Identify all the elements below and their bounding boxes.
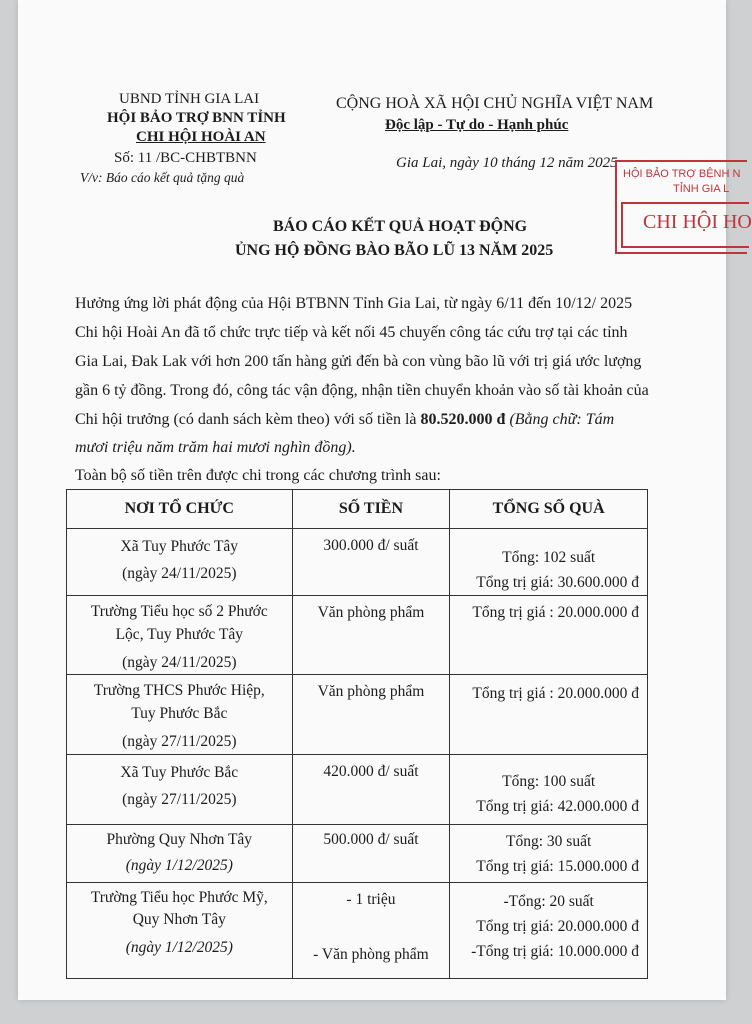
stamp-inner-box: [621, 202, 752, 248]
amount-cell: [292, 883, 450, 979]
report-title-line-1: BÁO CÁO KẾT QUẢ HOẠT ĐỘNG: [273, 218, 528, 235]
table-row: [67, 529, 648, 596]
gifts-cell: [450, 883, 648, 979]
amount-value: Văn phòng phẩm: [317, 683, 425, 700]
place-date: (ngày 27/11/2025): [122, 791, 237, 808]
place-name-cont: Lộc, Tuy Phước Tây: [115, 626, 243, 643]
body-line-1: Hưởng ứng lời phát động của Hội BTBNN Tỉnh Gia Lai, từ ngày 6/11 đến 10/12/ 2025: [75, 295, 633, 312]
org-line-2: HỘI BẢO TRỢ BNN TỈNH: [107, 110, 286, 126]
table-row: [67, 825, 648, 883]
amount-value-2: - Văn phòng phẩm: [313, 946, 429, 963]
body-line-3: Gia Lai, Đak Lak với hơn 200 tấn hàng gửi đến bà con vùng bão lũ với trị giá ước lượng: [75, 353, 642, 370]
report-title-line-2: ỦNG HỘ ĐỒNG BÀO BÃO LŨ 13 NĂM 2025: [235, 242, 554, 259]
distribution-table: [66, 489, 648, 979]
gift-value-2: -Tổng trị giá: 10.000.000 đ: [471, 943, 639, 960]
place-name: Xã Tuy Phước Tây: [120, 538, 239, 555]
place-name: Trường THCS Phước Hiệp,: [93, 682, 265, 699]
place-date: (ngày 1/12/2025): [125, 857, 233, 874]
amount-cell: [292, 825, 450, 883]
table-row: [67, 596, 648, 675]
body-line-4: gần 6 tỷ đồng. Trong đó, công tác vận động, nhận tiền chuyển khoản vào số tài khoản của: [75, 382, 649, 399]
place-cell: [67, 675, 293, 755]
amount-value: 420.000 đ/ suất: [323, 763, 419, 780]
place-name-cont: Quy Nhơn Tây: [132, 911, 226, 928]
col-header-place: NƠI TỔ CHỨC: [67, 490, 293, 529]
total-amount: 80.520.000 đ: [420, 411, 506, 428]
col-header-gifts: TỔNG SỐ QUÀ: [450, 490, 648, 529]
gifts-cell: [450, 596, 648, 675]
body-line-5: [75, 405, 614, 435]
gift-value: Tổng trị giá: 30.600.000 đ: [476, 574, 639, 591]
table-row: [67, 883, 648, 979]
gifts-cell: [450, 825, 648, 883]
gift-value: Tổng trị giá : 20.000.000 đ: [472, 604, 639, 621]
gifts-cell: [450, 675, 648, 755]
place-cell: [67, 529, 293, 596]
org-line-1: UBND TỈNH GIA LAI: [119, 91, 260, 107]
amount-cell: [292, 529, 450, 596]
amount-value: 300.000 đ/ suất: [323, 537, 419, 554]
table-header-row: [67, 490, 648, 529]
col-header-amount: SỐ TIỀN: [292, 490, 450, 529]
gift-count: -Tổng: 20 suất: [503, 893, 594, 910]
gift-count: Tổng: 102 suất: [502, 549, 596, 566]
amount-cell: [292, 675, 450, 755]
place-cell: [67, 883, 293, 979]
amount-cell: [292, 596, 450, 675]
stamp-line-3: CHI HỘI HO: [643, 211, 752, 233]
national-motto: Độc lập - Tự do - Hạnh phúc: [385, 117, 569, 133]
place-name-cont: Tuy Phước Bắc: [131, 705, 228, 722]
red-stamp: [615, 160, 752, 254]
body-line-5-start: Chi hội trưởng (có danh sách kèm theo) với số tiền là: [75, 411, 421, 428]
place-name: Trường Tiểu học số 2 Phước: [90, 603, 268, 620]
gifts-cell: [450, 529, 648, 596]
gift-value: Tổng trị giá: 20.000.000 đ: [476, 918, 639, 935]
place-date: (ngày 24/11/2025): [122, 565, 237, 582]
body-line-6: mươi triệu năm trăm hai mươi nghìn đồng).: [75, 439, 356, 456]
doc-number: Số: 11 /BC-CHBTBNN: [114, 150, 257, 166]
national-title: CỘNG HOÀ XÃ HỘI CHỦ NGHĨA VIỆT NAM: [336, 95, 654, 112]
document-date: Gia Lai, ngày 10 tháng 12 năm 2025: [396, 155, 618, 171]
place-date: (ngày 1/12/2025): [125, 939, 233, 956]
body-line-2: Chi hội Hoài An đã tổ chức trực tiếp và kết nối 45 chuyến công tác cứu trợ tại các tỉnh: [75, 324, 628, 341]
place-date: (ngày 27/11/2025): [122, 733, 237, 750]
amount-words-start: (Bằng chữ: Tám: [505, 411, 615, 428]
table-row: [67, 755, 648, 825]
place-cell: [67, 825, 293, 883]
org-line-3: CHI HỘI HOÀI AN: [136, 129, 266, 145]
amount-cell: [292, 755, 450, 825]
gift-count: Tổng: 30 suất: [506, 833, 592, 850]
gift-count: Tổng: 100 suất: [502, 773, 596, 790]
gift-value: Tổng trị giá : 20.000.000 đ: [472, 685, 639, 702]
stamp-line-2: TỈNH GIA L: [673, 183, 730, 195]
place-name: Phường Quy Nhơn Tây: [106, 831, 253, 848]
place-date: (ngày 24/11/2025): [122, 654, 237, 671]
gift-value: Tổng trị giá: 15.000.000 đ: [476, 858, 639, 875]
place-cell: [67, 596, 293, 675]
body-line-7: Toàn bộ số tiền trên được chi trong các chương trình sau:: [75, 467, 441, 484]
place-cell: [67, 755, 293, 825]
amount-value: - 1 triệu: [346, 891, 396, 908]
gifts-cell: [450, 755, 648, 825]
doc-subject: V/v: Báo cáo kết quả tặng quà: [80, 170, 245, 185]
gift-value: Tổng trị giá: 42.000.000 đ: [476, 798, 639, 815]
table-row: [67, 675, 648, 755]
place-name: Trường Tiểu học Phước Mỹ,: [90, 889, 268, 906]
stamp-line-1: HỘI BẢO TRỢ BỆNH N: [623, 168, 741, 180]
place-name: Xã Tuy Phước Bắc: [120, 764, 239, 781]
amount-value: Văn phòng phẩm: [317, 604, 425, 621]
amount-value: 500.000 đ/ suất: [323, 831, 419, 848]
